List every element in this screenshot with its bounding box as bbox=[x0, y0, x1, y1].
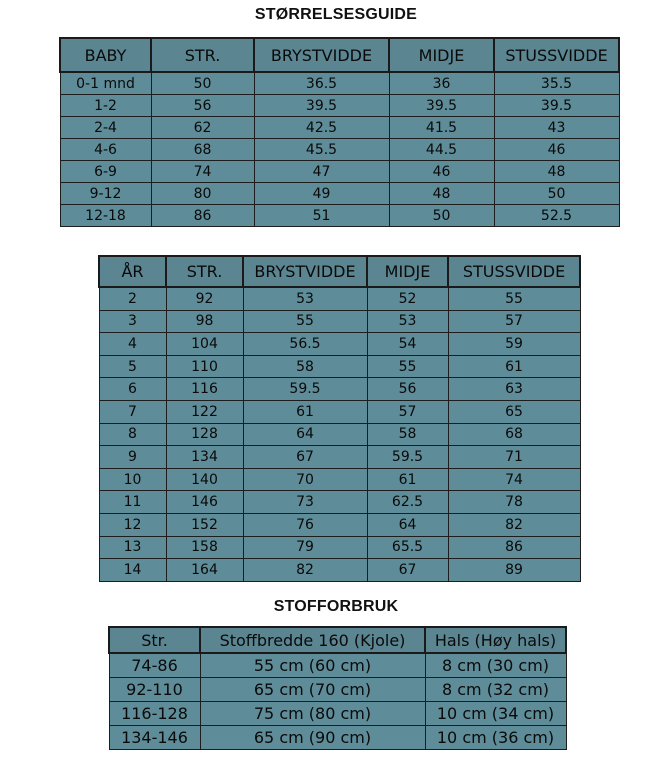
table-row bbox=[99, 333, 580, 356]
table-cell: 58 bbox=[243, 355, 367, 378]
table-row bbox=[99, 423, 580, 446]
table-row bbox=[99, 287, 580, 310]
table-cell: 104 bbox=[166, 333, 243, 356]
table-cell: 65 bbox=[448, 400, 580, 423]
column-header: Stoffbredde 160 (Kjole) bbox=[200, 627, 425, 653]
table-cell: 46 bbox=[389, 161, 494, 183]
table-row bbox=[99, 536, 580, 559]
table-row bbox=[60, 117, 619, 139]
table-cell: 92-110 bbox=[109, 678, 200, 702]
table-cell: 74 bbox=[448, 468, 580, 491]
table-cell: 92 bbox=[166, 287, 243, 310]
table-cell: 59.5 bbox=[243, 378, 367, 401]
table-cell: 56 bbox=[151, 95, 254, 117]
table-cell: 14 bbox=[99, 559, 166, 582]
table-cell: 152 bbox=[166, 513, 243, 536]
table-cell: 71 bbox=[448, 446, 580, 469]
kids-size-table bbox=[98, 255, 581, 582]
table-cell: 54 bbox=[367, 333, 448, 356]
table-cell: 98 bbox=[166, 310, 243, 333]
table-cell: 45.5 bbox=[254, 139, 389, 161]
table-cell: 9-12 bbox=[60, 183, 151, 205]
table-row bbox=[60, 139, 619, 161]
table-cell: 116 bbox=[166, 378, 243, 401]
table-cell: 62 bbox=[151, 117, 254, 139]
table-cell: 65 cm (90 cm) bbox=[200, 726, 425, 750]
table-cell: 68 bbox=[448, 423, 580, 446]
table-cell: 63 bbox=[448, 378, 580, 401]
table-row bbox=[60, 72, 619, 95]
table-cell: 7 bbox=[99, 400, 166, 423]
table-cell: 10 cm (36 cm) bbox=[425, 726, 566, 750]
table-row bbox=[109, 726, 566, 750]
table-cell: 49 bbox=[254, 183, 389, 205]
table-cell: 52 bbox=[367, 287, 448, 310]
column-header: ÅR bbox=[99, 256, 166, 287]
table-cell: 57 bbox=[448, 310, 580, 333]
table-cell: 5 bbox=[99, 355, 166, 378]
table-cell: 86 bbox=[448, 536, 580, 559]
table-row bbox=[60, 95, 619, 117]
table-cell: 73 bbox=[243, 491, 367, 514]
table-cell: 12 bbox=[99, 513, 166, 536]
baby-table-header-row bbox=[60, 38, 619, 72]
table-cell: 89 bbox=[448, 559, 580, 582]
table-cell: 8 cm (32 cm) bbox=[425, 678, 566, 702]
column-header: STUSSVIDDE bbox=[448, 256, 580, 287]
table-row bbox=[60, 183, 619, 205]
table-cell: 13 bbox=[99, 536, 166, 559]
column-header: Hals (Høy hals) bbox=[425, 627, 566, 653]
table-cell: 134 bbox=[166, 446, 243, 469]
table-cell: 65.5 bbox=[367, 536, 448, 559]
fabric-table-header-row bbox=[109, 627, 566, 653]
table-cell: 2 bbox=[99, 287, 166, 310]
table-row bbox=[99, 355, 580, 378]
table-cell: 62.5 bbox=[367, 491, 448, 514]
table-cell: 50 bbox=[494, 183, 619, 205]
table-cell: 128 bbox=[166, 423, 243, 446]
column-header: BRYSTVIDDE bbox=[254, 38, 389, 72]
table-cell: 74 bbox=[151, 161, 254, 183]
table-row bbox=[109, 678, 566, 702]
table-cell: 55 bbox=[367, 355, 448, 378]
table-cell: 44.5 bbox=[389, 139, 494, 161]
table-cell: 41.5 bbox=[389, 117, 494, 139]
table-cell: 36.5 bbox=[254, 72, 389, 95]
table-cell: 3 bbox=[99, 310, 166, 333]
column-header: MIDJE bbox=[367, 256, 448, 287]
table-cell: 61 bbox=[448, 355, 580, 378]
table-cell: 39.5 bbox=[494, 95, 619, 117]
table-cell: 48 bbox=[389, 183, 494, 205]
column-header: Str. bbox=[109, 627, 200, 653]
size-guide-title: STØRRELSESGUIDE bbox=[254, 6, 418, 23]
table-cell: 79 bbox=[243, 536, 367, 559]
table-cell: 4 bbox=[99, 333, 166, 356]
column-header: MIDJE bbox=[389, 38, 494, 72]
table-cell: 6 bbox=[99, 378, 166, 401]
table-cell: 59.5 bbox=[367, 446, 448, 469]
table-cell: 82 bbox=[448, 513, 580, 536]
table-cell: 58 bbox=[367, 423, 448, 446]
table-cell: 67 bbox=[243, 446, 367, 469]
column-header: BRYSTVIDDE bbox=[243, 256, 367, 287]
table-cell: 75 cm (80 cm) bbox=[200, 702, 425, 726]
table-cell: 55 cm (60 cm) bbox=[200, 653, 425, 678]
table-cell: 164 bbox=[166, 559, 243, 582]
table-cell: 9 bbox=[99, 446, 166, 469]
table-cell: 70 bbox=[243, 468, 367, 491]
column-header: STR. bbox=[166, 256, 243, 287]
table-cell: 64 bbox=[367, 513, 448, 536]
table-cell: 39.5 bbox=[254, 95, 389, 117]
table-cell: 53 bbox=[367, 310, 448, 333]
table-cell: 8 bbox=[99, 423, 166, 446]
table-cell: 134-146 bbox=[109, 726, 200, 750]
table-cell: 8 cm (30 cm) bbox=[425, 653, 566, 678]
table-cell: 35.5 bbox=[494, 72, 619, 95]
table-row bbox=[109, 702, 566, 726]
kids-table-body bbox=[99, 287, 580, 581]
table-cell: 6-9 bbox=[60, 161, 151, 183]
table-cell: 80 bbox=[151, 183, 254, 205]
table-cell: 50 bbox=[151, 72, 254, 95]
table-cell: 11 bbox=[99, 491, 166, 514]
table-cell: 42.5 bbox=[254, 117, 389, 139]
table-cell: 2-4 bbox=[60, 117, 151, 139]
table-cell: 48 bbox=[494, 161, 619, 183]
table-row bbox=[99, 559, 580, 582]
table-cell: 55 bbox=[448, 287, 580, 310]
table-row bbox=[60, 161, 619, 183]
table-cell: 4-6 bbox=[60, 139, 151, 161]
table-cell: 116-128 bbox=[109, 702, 200, 726]
table-cell: 52.5 bbox=[494, 205, 619, 227]
table-cell: 61 bbox=[367, 468, 448, 491]
column-header: BABY bbox=[60, 38, 151, 72]
table-row bbox=[99, 491, 580, 514]
table-cell: 82 bbox=[243, 559, 367, 582]
table-cell: 57 bbox=[367, 400, 448, 423]
table-cell: 68 bbox=[151, 139, 254, 161]
column-header: STR. bbox=[151, 38, 254, 72]
column-header: STUSSVIDDE bbox=[494, 38, 619, 72]
table-cell: 55 bbox=[243, 310, 367, 333]
table-cell: 1-2 bbox=[60, 95, 151, 117]
table-row bbox=[99, 446, 580, 469]
table-cell: 43 bbox=[494, 117, 619, 139]
table-cell: 39.5 bbox=[389, 95, 494, 117]
table-cell: 78 bbox=[448, 491, 580, 514]
table-cell: 158 bbox=[166, 536, 243, 559]
baby-table-body bbox=[60, 72, 619, 227]
table-cell: 12-18 bbox=[60, 205, 151, 227]
fabric-usage-table bbox=[108, 626, 567, 750]
table-cell: 46 bbox=[494, 139, 619, 161]
kids-table-header-row bbox=[99, 256, 580, 287]
table-row bbox=[99, 468, 580, 491]
table-cell: 65 cm (70 cm) bbox=[200, 678, 425, 702]
table-row bbox=[60, 205, 619, 227]
table-cell: 122 bbox=[166, 400, 243, 423]
table-cell: 61 bbox=[243, 400, 367, 423]
table-cell: 51 bbox=[254, 205, 389, 227]
table-cell: 86 bbox=[151, 205, 254, 227]
table-cell: 146 bbox=[166, 491, 243, 514]
table-row bbox=[99, 513, 580, 536]
table-cell: 50 bbox=[389, 205, 494, 227]
table-cell: 140 bbox=[166, 468, 243, 491]
table-cell: 47 bbox=[254, 161, 389, 183]
table-cell: 64 bbox=[243, 423, 367, 446]
table-cell: 59 bbox=[448, 333, 580, 356]
fabric-table-body bbox=[109, 653, 566, 750]
table-cell: 110 bbox=[166, 355, 243, 378]
table-cell: 56 bbox=[367, 378, 448, 401]
table-cell: 76 bbox=[243, 513, 367, 536]
table-cell: 10 cm (34 cm) bbox=[425, 702, 566, 726]
table-row bbox=[109, 653, 566, 678]
baby-size-table bbox=[59, 37, 620, 227]
table-row bbox=[99, 400, 580, 423]
table-cell: 56.5 bbox=[243, 333, 367, 356]
table-cell: 53 bbox=[243, 287, 367, 310]
table-row bbox=[99, 378, 580, 401]
fabric-usage-title: STOFFORBRUK bbox=[273, 598, 399, 615]
table-cell: 0-1 mnd bbox=[60, 72, 151, 95]
table-cell: 36 bbox=[389, 72, 494, 95]
table-cell: 74-86 bbox=[109, 653, 200, 678]
table-cell: 10 bbox=[99, 468, 166, 491]
table-cell: 67 bbox=[367, 559, 448, 582]
table-row bbox=[99, 310, 580, 333]
